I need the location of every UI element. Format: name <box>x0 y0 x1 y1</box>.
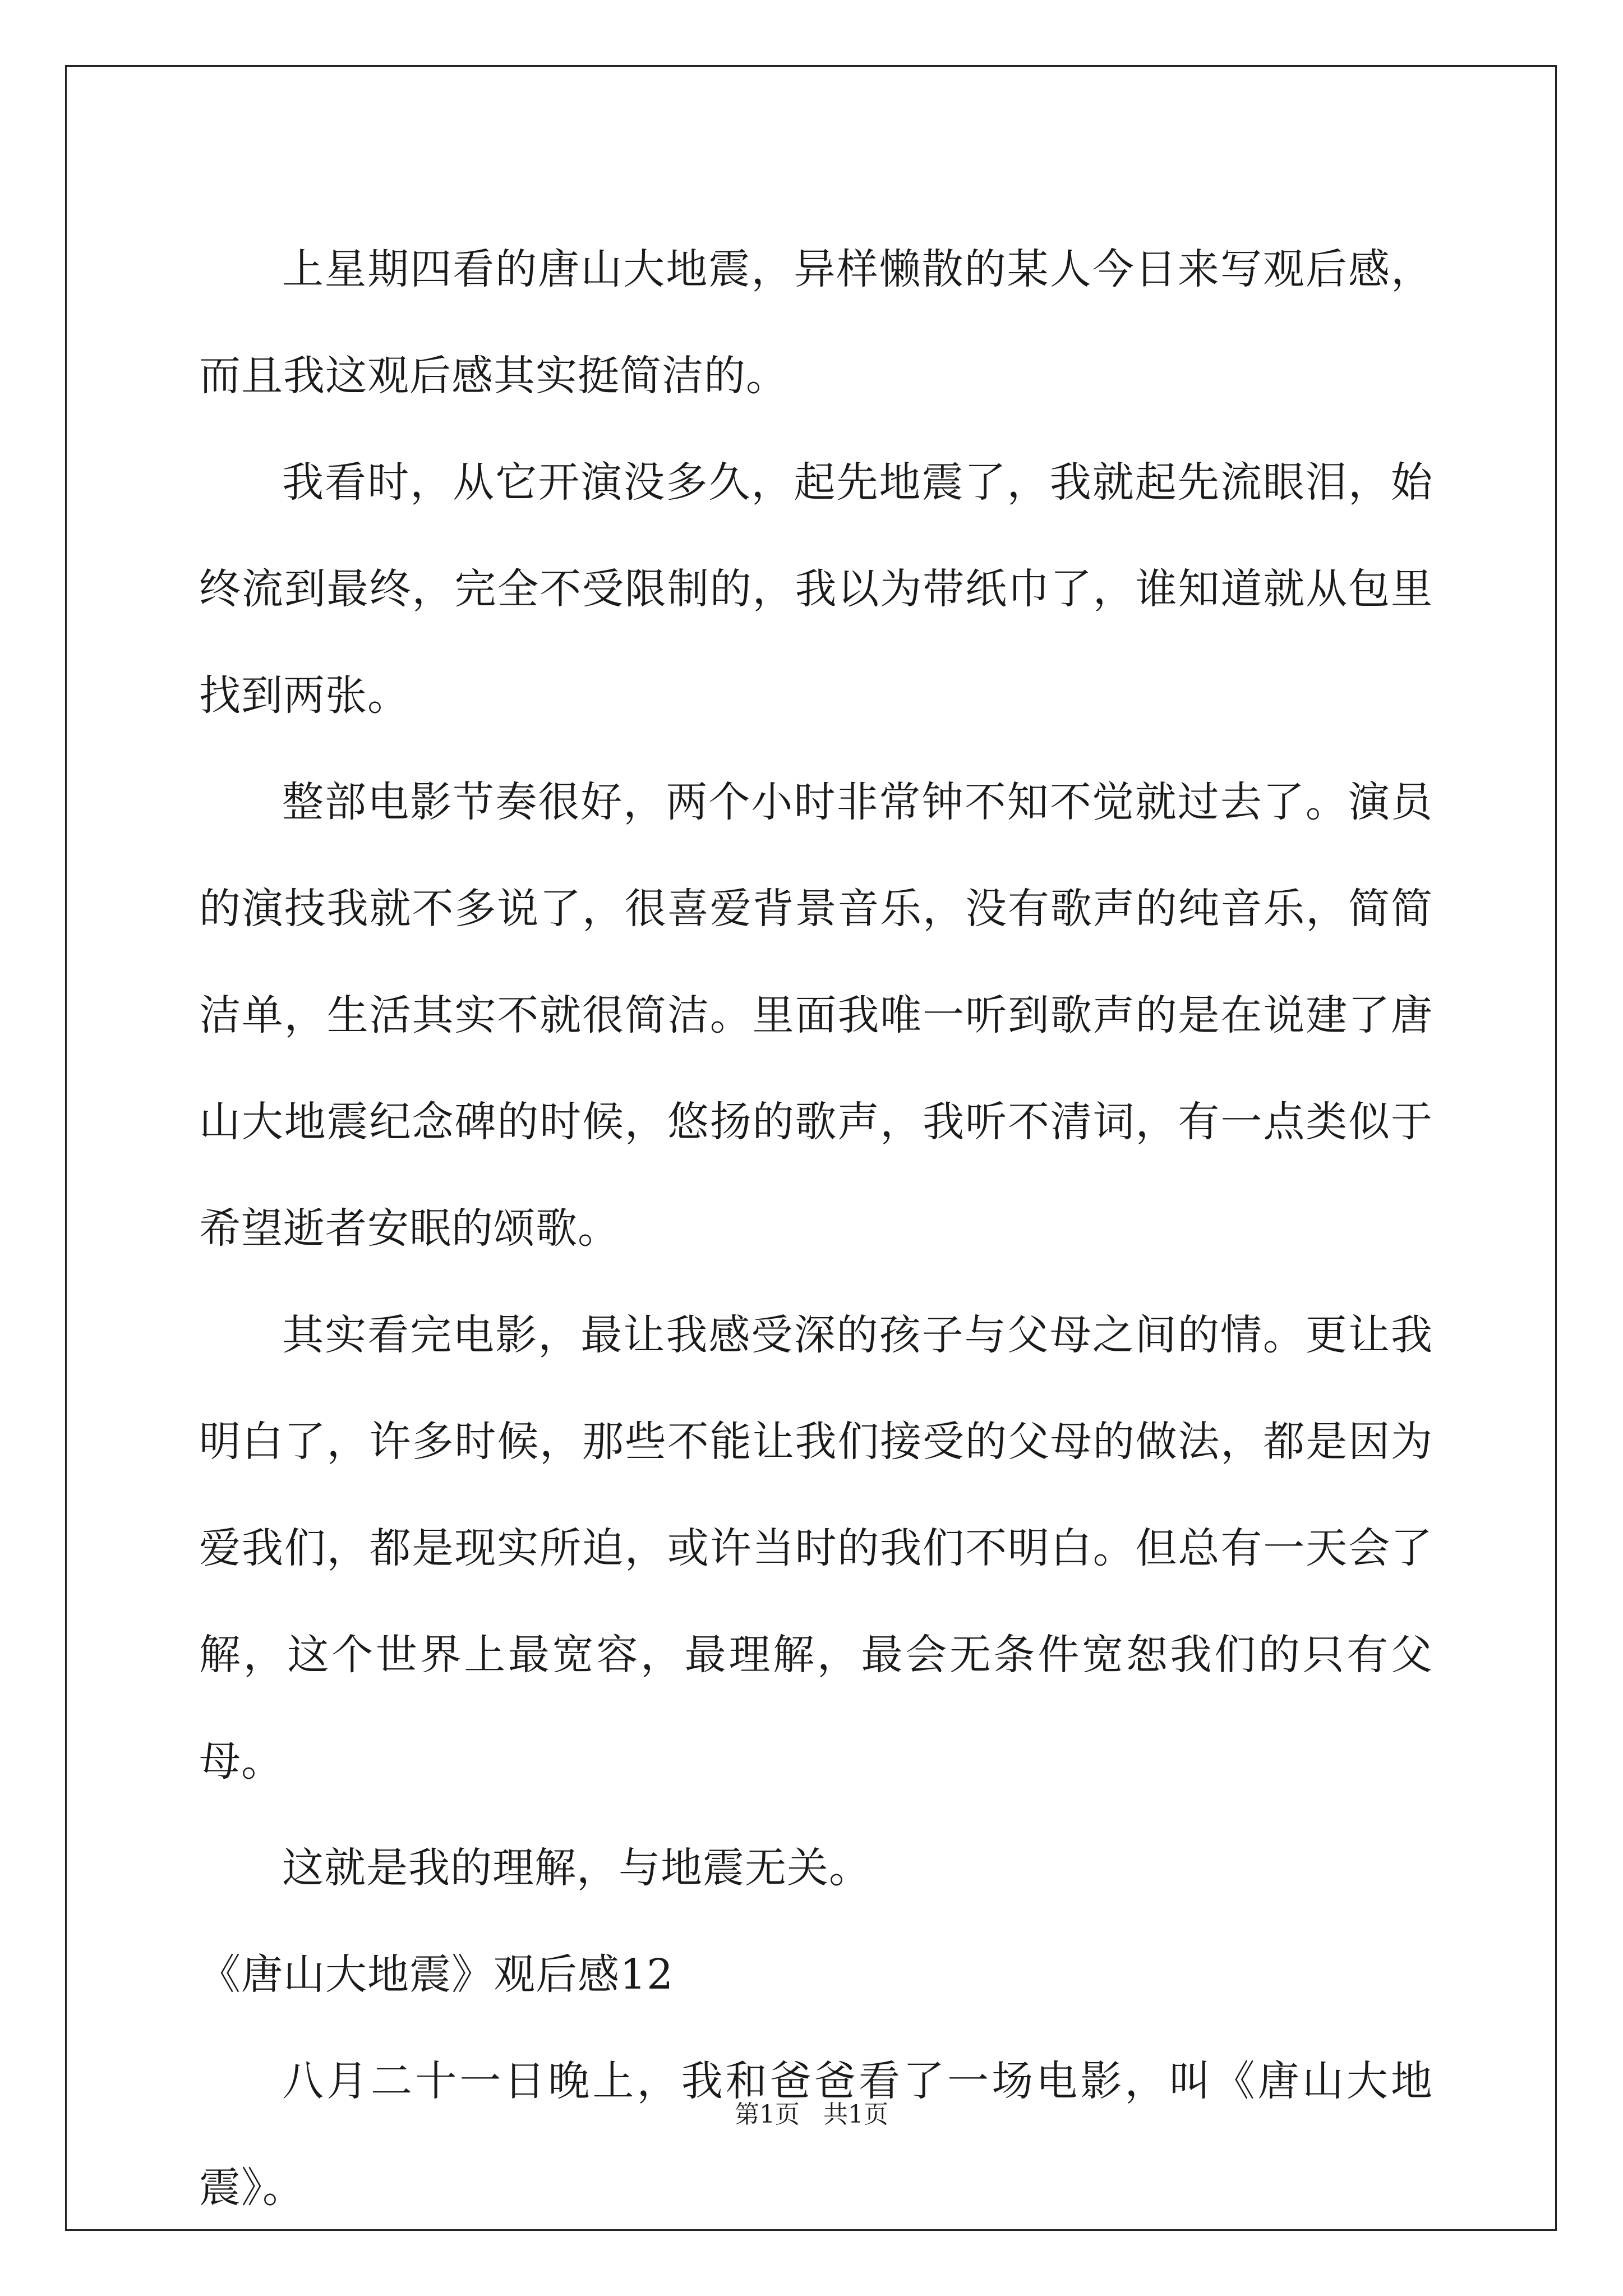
section-heading: 《唐山大地震》观后感12 <box>199 1950 674 1999</box>
paragraph-4: 其实看完电影，最让我感受深的孩子与父母之间的情。更让我明白了，许多时候，那些不能让我们接受的父母的做法，都是因为爱我们，都是现实所迫，或许当时的我们不明白。但总有一天会了解，这个世界上最宽容，最理解，最会无条件宽恕我们的只有父母。 <box>199 1311 1433 1786</box>
page-number: 第1页 <box>735 2100 800 2129</box>
document-body <box>199 216 1433 2241</box>
page-total: 共1页 <box>823 2100 888 2129</box>
page-footer <box>0 2098 1623 2132</box>
paragraph-3: 整部电影节奏很好，两个小时非常钟不知不觉就过去了。演员的演技我就不多说了，很喜爱背景音乐，没有歌声的纯音乐，简简洁单，生活其实不就很简洁。里面我唯一听到歌声的是在说建了唐山大地震纪念碑的时候，悠扬的歌声，我听不清词，有一点类似于希望逝者安眠的颂歌。 <box>199 778 1433 1253</box>
paragraph-1: 上星期四看的唐山大地震，异样懒散的某人今日来写观后感，而且我这观后感其实挺简洁的。 <box>199 245 1433 400</box>
paragraph-2: 我看时，从它开演没多久，起先地震了，我就起先流眼泪，始终流到最终，完全不受限制的，我以为带纸巾了，谁知道就从包里找到两张。 <box>199 458 1433 720</box>
paragraph-5: 这就是我的理解，与地震无关。 <box>282 1844 871 1892</box>
paragraph-6: 八月二十一日晚上，我和爸爸看了一场电影，叫《唐山大地震》。 <box>199 2057 1433 2212</box>
